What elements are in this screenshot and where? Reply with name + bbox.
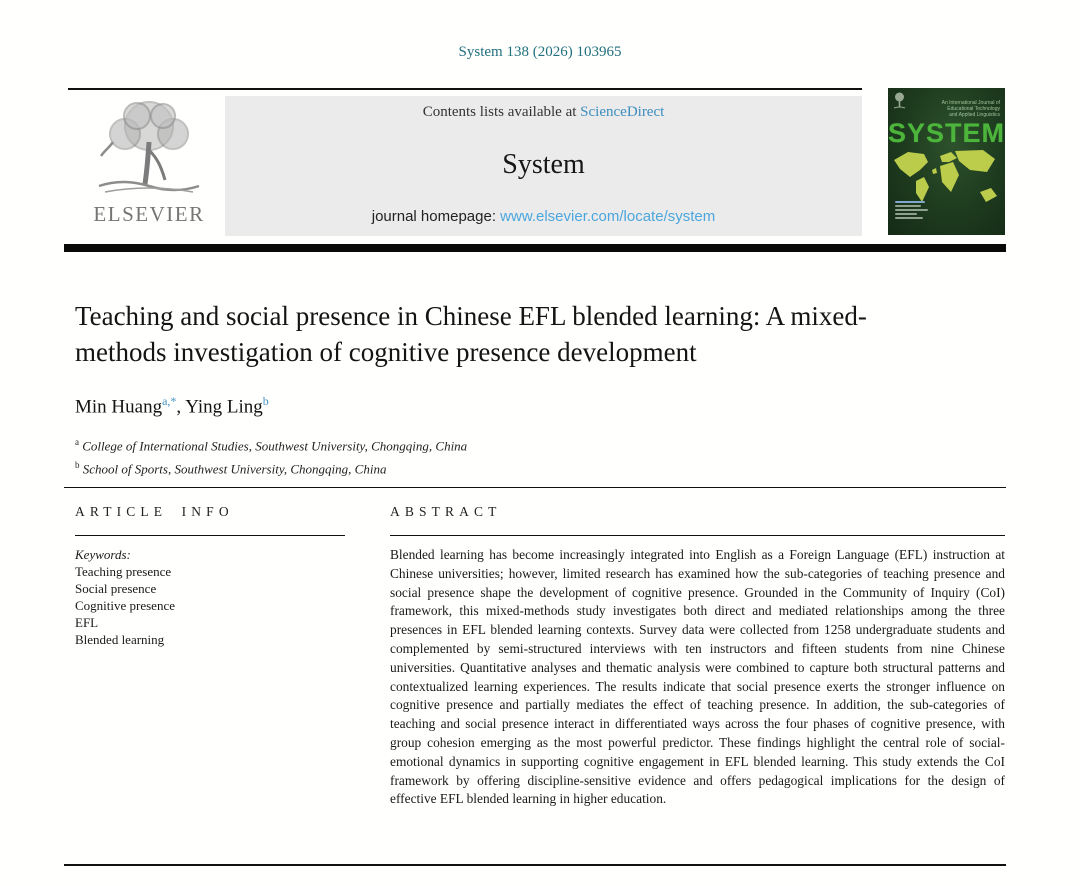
article-info-heading: ARTICLE INFO (75, 503, 234, 519)
article-info-heading-rule (75, 535, 345, 536)
elsevier-wordmark: ELSEVIER (93, 202, 205, 226)
affiliation-text: School of Sports, Southwest University, Chongqing, China (79, 460, 387, 476)
abstract-column (390, 478, 1005, 809)
author-separator: , (176, 396, 186, 418)
homepage-line (225, 208, 862, 225)
keyword-item: Social presence (75, 580, 157, 596)
keyword-item: Blended learning (75, 631, 165, 647)
contents-prefix: Contents lists available at (422, 104, 581, 120)
journal-cover-thumbnail[interactable] (888, 88, 1005, 235)
cover-journal-title: SYSTEM (888, 118, 1005, 148)
journal-header-box (225, 96, 862, 236)
contents-line (225, 104, 862, 121)
affiliation-line (75, 433, 1005, 455)
keyword-item: EFL (75, 614, 99, 630)
journal-name: System (502, 148, 585, 180)
abstract-text: Blended learning has become increasingly integrated into English as a Foreign Language (EFL) instruction at Chinese universities; however, limited research has examined how the sub-categories of teaching presence and social presence shape the development of cognitive presence. Grounded in the Community of Inquiry (CoI) framework, this mixed-methods study investigates both direct and mediated relationships among the three presences in EFL blended learning contexts. Survey data were collected from 1258 undergraduate students and complemented by semi-structured interviews with ten instructors and fifteen students from nine Chinese universities. Quantitative analyses and thematic analysis were combined to capture both structural patterns and contextualized learning experiences. The results indicate that social presence exerts the stronger influence on cognitive presence and partially mediates the effect of teaching presence. In addition, the sub-categories of teaching and social presence interact in differentiated ways across the four phases of cognitive presence, with group cohesion emerging as the most powerful predictor. These findings highlight the central role of social-emotional dynamics in supporting cognitive engagement in EFL blended learning. This study extends the CoI framework by offering discipline-sensitive evidence and offers pedagogical implications for the design of effective EFL blended learning in higher education. (390, 546, 1005, 807)
homepage-prefix: journal homepage: (371, 208, 501, 225)
abstract-heading-rule (390, 535, 1005, 536)
affiliation-marker: a (75, 437, 79, 448)
journal-homepage-link[interactable]: www.elsevier.com/locate/system (500, 208, 716, 225)
cover-editor-text-placeholder (895, 201, 928, 221)
elsevier-tree-icon (78, 96, 220, 200)
header-thick-rule (64, 244, 1006, 252)
section-divider-rule (64, 487, 1006, 488)
info-abstract-columns (75, 478, 1080, 809)
elsevier-logo (78, 96, 220, 236)
author-name[interactable]: Ying Ling (185, 396, 263, 418)
page-bottom-rule (64, 864, 1006, 866)
keyword-item: Cognitive presence (75, 597, 175, 613)
article-title: Teaching and social presence in Chinese EFL blended learning: A mixed-methods investigation of cognitive presence development (75, 301, 867, 367)
affiliation-text: College of International Studies, Southwest University, Chongqing, China (79, 438, 468, 454)
affiliations (75, 433, 1005, 478)
author-list (75, 394, 1005, 418)
keyword-item: Teaching presence (75, 563, 172, 579)
cover-elsevier-tree-icon (893, 92, 906, 110)
author-affiliation-marker[interactable]: b (262, 394, 269, 408)
affiliation-line (75, 456, 1005, 478)
article-info-column (75, 478, 345, 809)
header-top-rule (68, 88, 862, 90)
author-affiliation-marker[interactable]: a,* (162, 394, 177, 408)
affiliation-marker: b (75, 459, 80, 470)
article-citation-link[interactable]: System 138 (2026) 103965 (458, 44, 622, 60)
abstract-heading: ABSTRACT (390, 503, 502, 519)
keywords-block (75, 546, 345, 648)
sciencedirect-link[interactable]: ScienceDirect (580, 104, 665, 120)
keywords-label: Keywords: (75, 546, 131, 562)
author-name[interactable]: Min Huang (75, 396, 163, 418)
cover-subtitle: An International Journal of Educational Technology and Applied Linguistics (941, 100, 1000, 118)
